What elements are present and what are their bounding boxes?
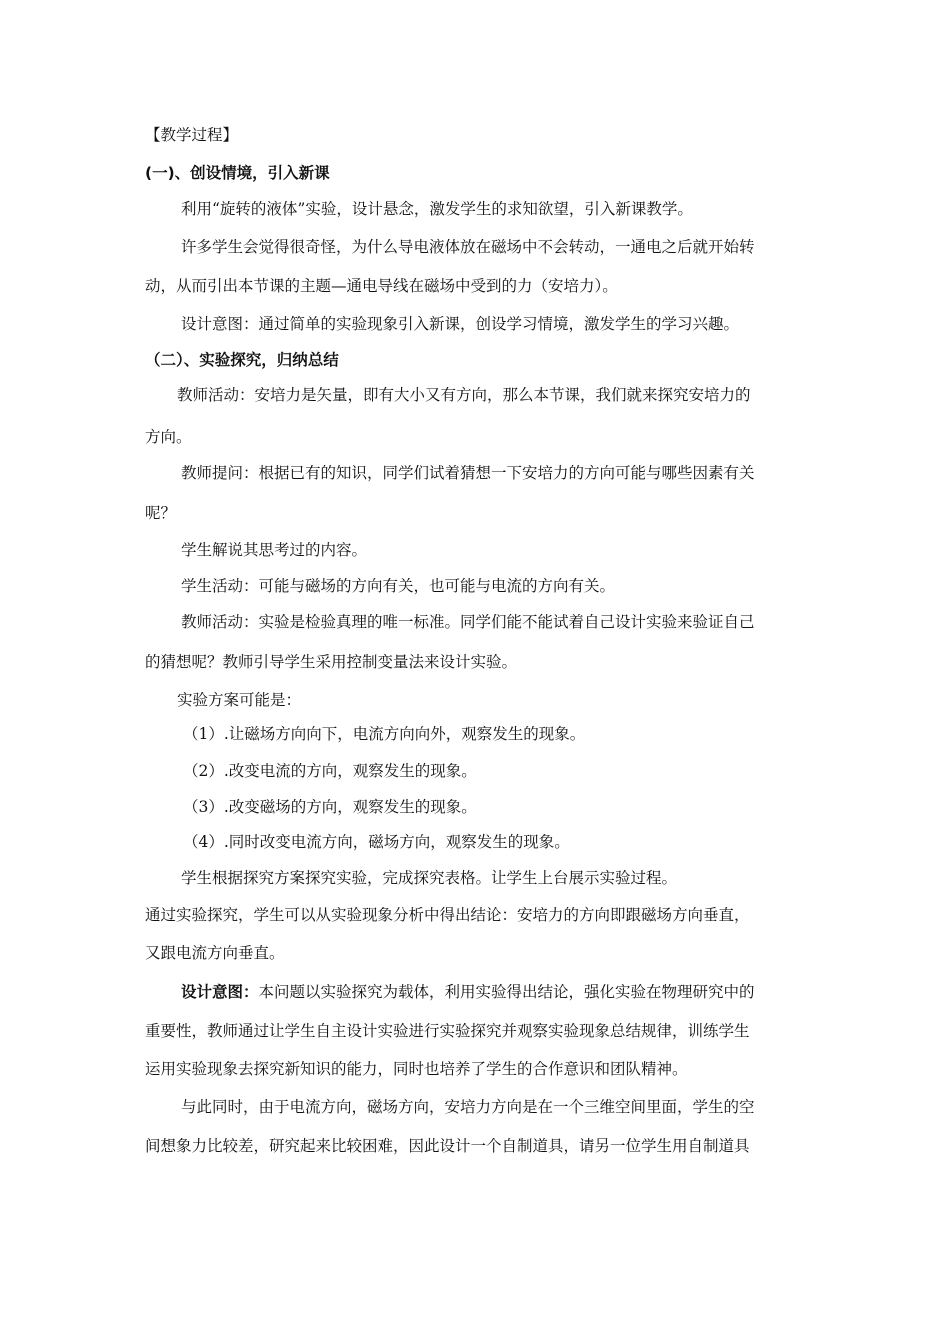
design-intent-line-3: 运用实验现象去探究新知识的能力，同时也培养了学生的合作意识和团队精神。 xyxy=(145,1060,688,1078)
plan-item-3: （3）.改变磁场的方向，观察发生的现象。 xyxy=(183,798,477,816)
student-explain: 学生解说其思考过的内容。 xyxy=(181,541,368,559)
teacher-question-line-2: 呢？ xyxy=(145,504,177,522)
teacher-activity-1-line-2: 方向。 xyxy=(145,428,192,446)
section1-paragraph-2-line-2: 动，从而引出本节课的主题—通电导线在磁场中受到的力（安培力）。 xyxy=(145,277,618,295)
process-title: 【教学过程】 xyxy=(145,126,239,144)
final-paragraph-line-2: 间想象力比较差，研究起来比较困难，因此设计一个自制道具，请另一位学生用自制道具 xyxy=(145,1137,750,1155)
design-intent-line-1 xyxy=(181,982,755,1002)
section1-heading: (一)、创设情境，引入新课 xyxy=(145,164,330,182)
teacher-activity-2-line-2: 的猜想呢？教师引导学生采用控制变量法来设计实验。 xyxy=(145,653,518,671)
plan-item-1: （1）.让磁场方向向下，电流方向向外，观察发生的现象。 xyxy=(183,725,586,743)
plan-intro: 实验方案可能是： xyxy=(177,691,302,709)
teacher-activity-1-line-1: 教师活动：安培力是矢量，即有大小又有方向，那么本节课，我们就来探究安培力的 xyxy=(177,386,751,404)
section1-paragraph-1: 利用“旋转的液体”实验，设计悬念，激发学生的求知欲望，引入新课教学。 xyxy=(181,200,693,218)
section2-heading: （二）、实验探究，归纳总结 xyxy=(145,351,339,369)
conclusion-line-2: 又跟电流方向垂直。 xyxy=(145,944,285,962)
conclusion-line-1: 通过实验探究，学生可以从实验现象分析中得出结论：安培力的方向即跟磁场方向垂直， xyxy=(145,906,750,924)
section1-paragraph-2-line-1: 许多学生会觉得很奇怪，为什么导电液体放在磁场中不会转动，一通电之后就开始转 xyxy=(181,238,755,256)
plan-item-2: （2）.改变电流的方向，观察发生的现象。 xyxy=(183,762,477,780)
students-explore: 学生根据探究方案探究实验，完成探究表格。让学生上台展示实验过程。 xyxy=(181,869,678,887)
final-paragraph-line-1: 与此同时，由于电流方向，磁场方向，安培力方向是在一个三维空间里面，学生的空 xyxy=(181,1098,755,1116)
plan-item-4: （4）.同时改变电流方向，磁场方向，观察发生的现象。 xyxy=(183,833,570,851)
section1-design-intent: 设计意图：通过简单的实验现象引入新课，创设学习情境，激发学生的学习兴趣。 xyxy=(181,315,740,333)
design-intent-label: 设计意图： xyxy=(181,983,259,1001)
design-intent-line-2: 重要性，教师通过让学生自主设计实验进行实验探究并观察实验现象总结规律，训练学生 xyxy=(145,1022,750,1040)
teacher-activity-2-line-1: 教师活动：实验是检验真理的唯一标准。同学们能不能试着自己设计实验来验证自己 xyxy=(181,613,755,631)
design-intent-text: 本问题以实验探究为载体，利用实验得出结论，强化实验在物理研究中的 xyxy=(258,983,755,1001)
teacher-question-line-1: 教师提问：根据已有的知识，同学们试着猜想一下安培力的方向可能与哪些因素有关 xyxy=(181,464,755,482)
student-activity: 学生活动：可能与磁场的方向有关，也可能与电流的方向有关。 xyxy=(181,577,616,595)
